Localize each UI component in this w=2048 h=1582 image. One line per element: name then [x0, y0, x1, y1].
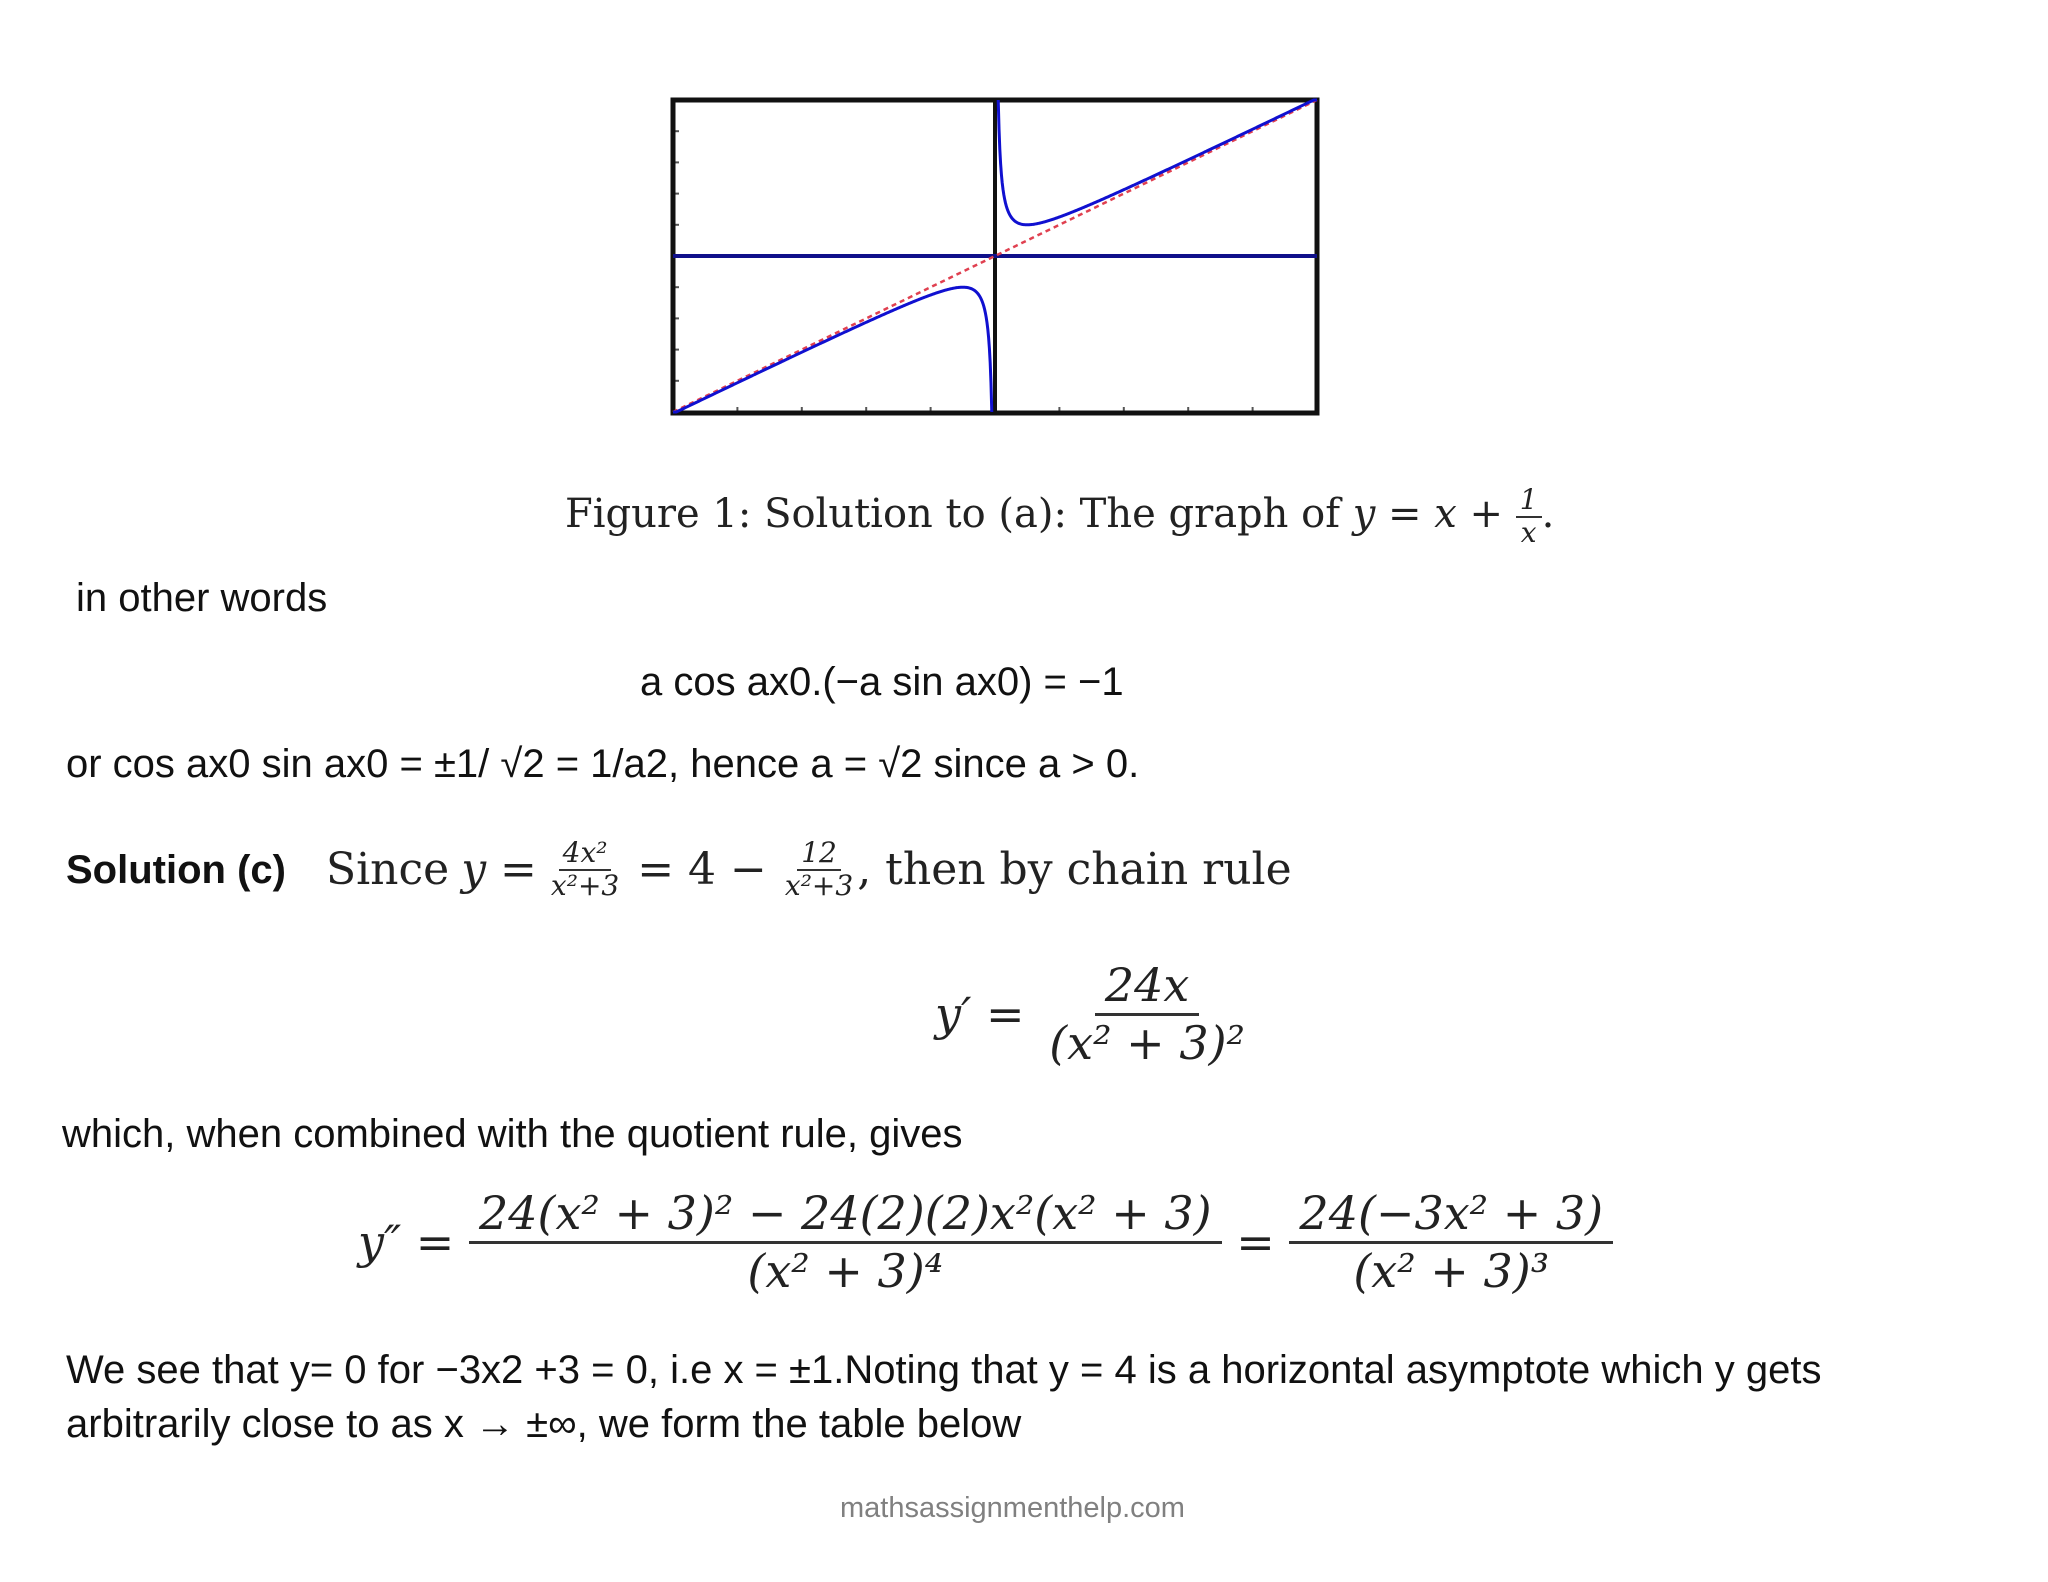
conclusion-line-2: arbitrarily close to as x → ±∞, we form the table below [66, 1402, 1022, 1446]
curve-right-branch [998, 100, 1317, 225]
caption-frac-num: 1 [1516, 485, 1542, 518]
solution-line [66, 838, 1292, 902]
yprime-fraction [1039, 960, 1255, 1068]
since-fraction-two [781, 838, 857, 902]
caption-frac-den: x [1520, 515, 1537, 549]
caption-equation: y = x + [1352, 490, 1516, 537]
since-end: , then by chain rule [857, 844, 1292, 896]
graph-svg [640, 90, 1340, 440]
since-frac2-den: x²+3 [784, 868, 854, 902]
ypp-num1: 24(x² + 3)² − 24(2)(2)x²(x² + 3) [469, 1188, 1222, 1244]
yprime-den: (x² + 3)² [1049, 1015, 1245, 1070]
yprime-num: 24x [1095, 960, 1199, 1016]
equation-two: or cos ax0 sin ax0 = ±1/ √2 = 1/a2, hence a = √2 since a > 0. [66, 742, 1140, 786]
since-fraction-one [547, 838, 623, 902]
caption-end: . [1541, 490, 1555, 537]
since-frac1-den: x²+3 [550, 868, 620, 902]
yprime-equation [935, 960, 1255, 1068]
since-y-equals: y = [461, 844, 537, 896]
footer-site: mathsassignmenthelp.com [840, 1492, 1185, 1524]
since-frac1-num: 4x² [559, 838, 612, 871]
since-frac2-num: 12 [797, 838, 841, 871]
ydoubleprime-equation [358, 1188, 1613, 1296]
quotient-rule-text: which, when combined with the quotient rule, gives [62, 1112, 963, 1156]
figure-caption [565, 485, 1554, 549]
figure-graph [640, 90, 1340, 440]
curve-left-branch [673, 287, 992, 412]
equation-one: a cos ax0.(−a sin ax0) = −1 [640, 660, 1124, 704]
since-word: Since [325, 844, 450, 896]
since-middle: = 4 − [623, 844, 781, 896]
caption-fraction [1516, 485, 1542, 549]
ypp-fraction-two [1289, 1188, 1613, 1296]
ypp-den2: (x² + 3)³ [1353, 1243, 1550, 1298]
ypp-equals: = [1221, 1215, 1290, 1270]
ypp-lhs: y″ = [358, 1215, 469, 1270]
yprime-lhs: y′ = [935, 987, 1040, 1042]
ypp-num2: 24(−3x² + 3) [1289, 1188, 1613, 1244]
ypp-den1: (x² + 3)⁴ [747, 1243, 944, 1298]
caption-prefix: Figure 1: Solution to (a): The graph of [565, 490, 1353, 537]
ypp-fraction-one [469, 1188, 1222, 1296]
in-other-words-text: in other words [76, 576, 328, 620]
solution-label: Solution (c) [66, 847, 286, 892]
conclusion-line-1: We see that y= 0 for −3x2 +3 = 0, i.e x = ±1.Noting that y = 4 is a horizontal asymptote which y gets [66, 1348, 1822, 1392]
since-statement [326, 838, 1292, 902]
